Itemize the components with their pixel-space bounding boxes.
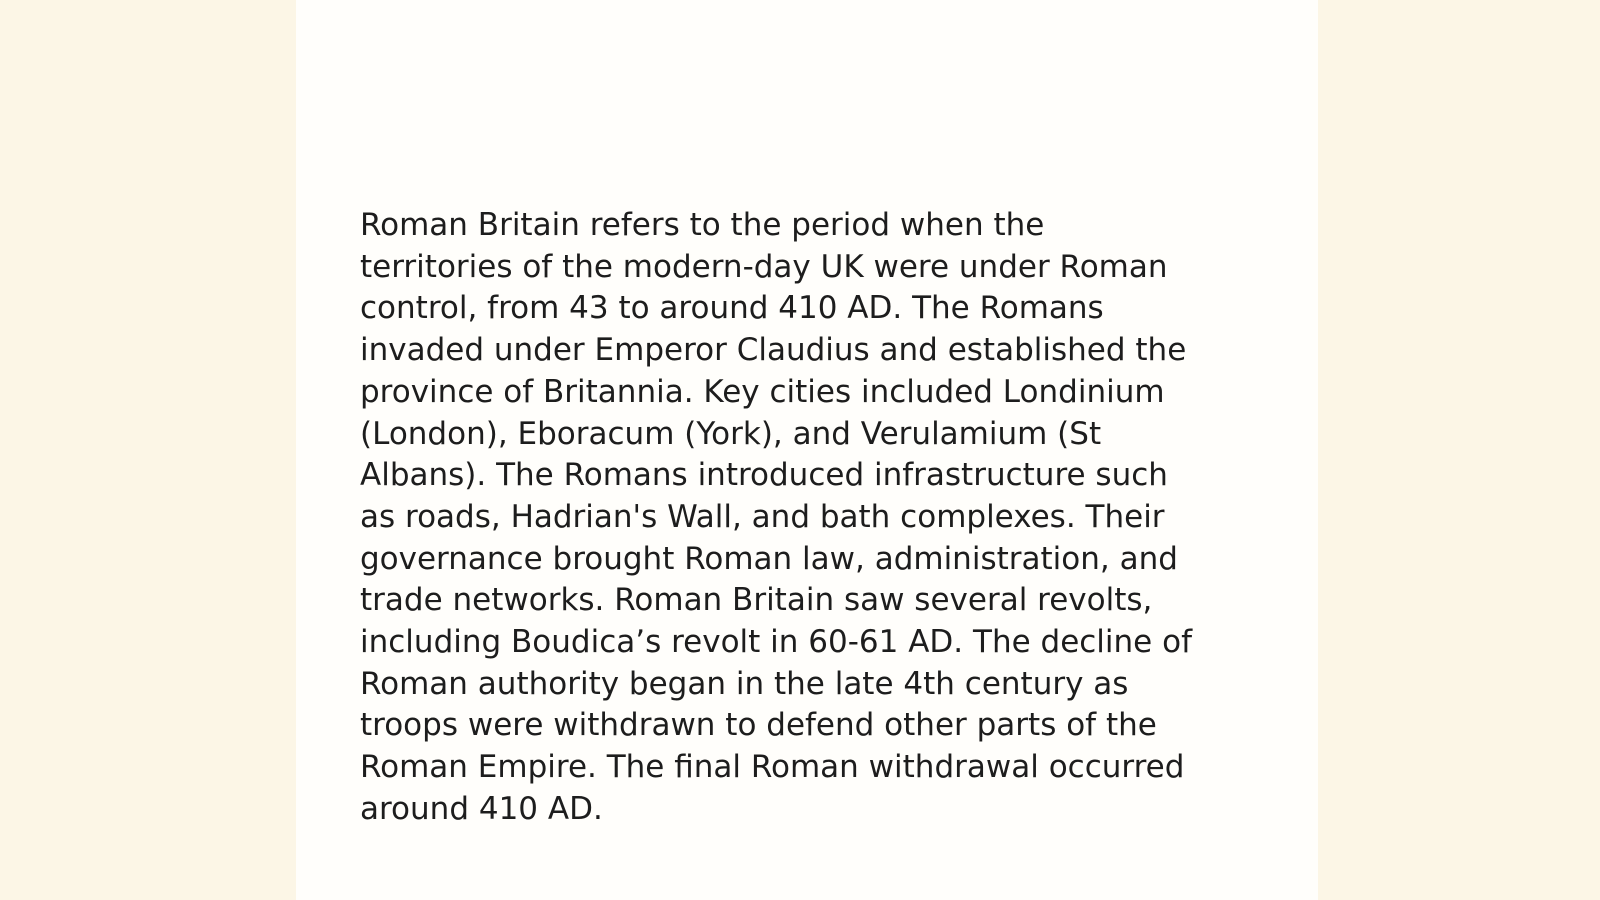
article-body <box>360 205 1250 831</box>
paragraph-line: (London), Eboracum (York), and Verulamium (St <box>360 415 1102 452</box>
paragraph-line: including Boudica’s revolt in 60-61 AD. The decline of <box>360 624 1192 661</box>
paragraph-line: troops were withdrawn to defend other parts of the <box>360 707 1157 744</box>
paragraph-line: Roman Empire. The final Roman withdrawal occurred <box>360 749 1185 786</box>
paragraph-line: Roman authority began in the late 4th century as <box>360 665 1129 702</box>
paragraph-line: trade networks. Roman Britain saw several revolts, <box>360 582 1153 619</box>
paragraph-line: invaded under Emperor Claudius and established the <box>360 332 1187 369</box>
paragraph-line: governance brought Roman law, administration, and <box>360 540 1178 577</box>
article-paragraph <box>360 205 1250 831</box>
document-page <box>296 0 1318 900</box>
paragraph-line: Albans). The Romans introduced infrastructure such <box>360 457 1168 494</box>
paragraph-line: control, from 43 to around 410 AD. The Romans <box>360 290 1104 327</box>
paragraph-line: as roads, Hadrian's Wall, and bath complexes. Their <box>360 498 1165 535</box>
paragraph-line: territories of the modern-day UK were under Roman <box>360 248 1168 285</box>
paragraph-line: Roman Britain refers to the period when the <box>360 207 1045 243</box>
paragraph-line: around 410 AD. <box>360 790 603 827</box>
paragraph-line: province of Britannia. Key cities included Londinium <box>360 373 1165 410</box>
